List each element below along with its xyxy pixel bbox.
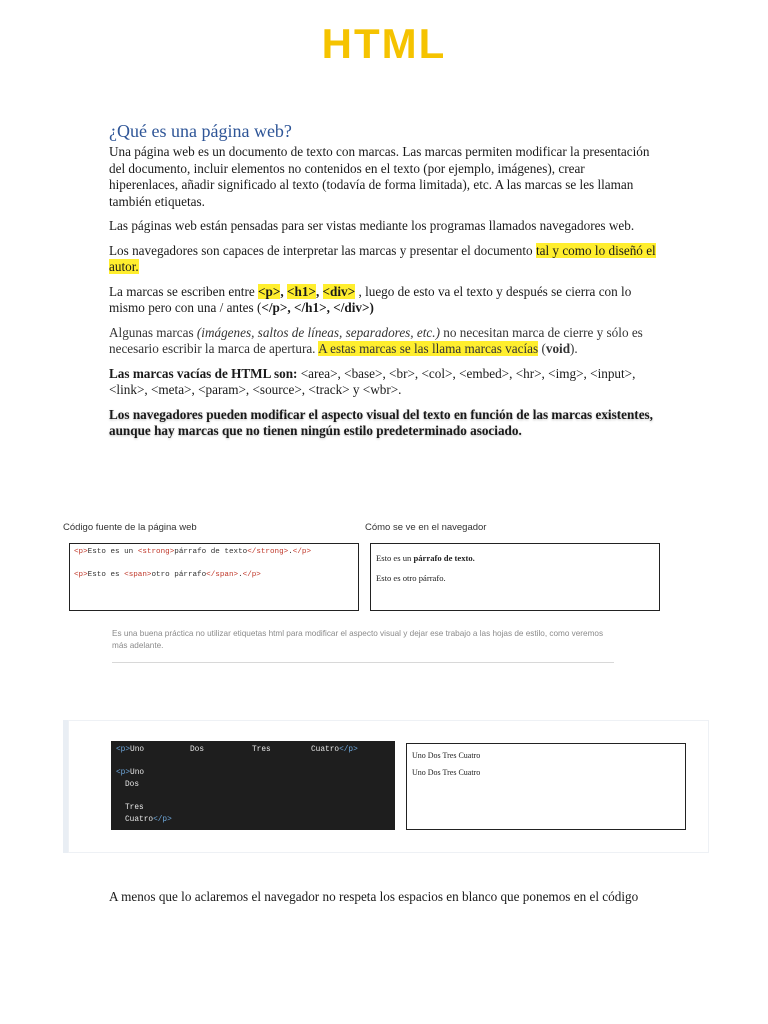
main-content bbox=[109, 120, 657, 448]
paragraph-browsers: Las páginas web están pensadas para ser vistas mediante los programas llamados navegadores web. bbox=[109, 218, 635, 233]
paragraph-void-list: Las marcas vacías de HTML son: <area>, <base>, <br>, <col>, <embed>, <hr>, <img>, <input>, <link>, <meta>, <param>, <source>, <track> y <wbr>. bbox=[109, 365, 636, 397]
render-line-1: Esto es un párrafo de texto. bbox=[376, 553, 475, 563]
section-heading: ¿Qué es una página web? bbox=[109, 121, 292, 141]
ws-code-word-dos: Dos bbox=[190, 746, 205, 754]
paragraph-interpret: Los navegadores son capaces de interpretar las marcas y presentar el documento tal y como lo diseñó el autor. bbox=[109, 242, 656, 274]
highlight-void: A estas marcas se las llama marcas vacías bbox=[318, 341, 539, 356]
closing-tags: </p>, </h1>, </div>) bbox=[261, 300, 374, 315]
highlight-author: tal y como lo diseñó el autor. bbox=[109, 242, 656, 274]
paragraph-tags: La marcas se escriben entre <p>, <h1>, <div> , luego de esto va el texto y después se cierra con lo mismo pero con una / antes (</p>, </h1>, </div>) bbox=[109, 283, 632, 315]
code-line-1: <p>Esto es un <strong>párrafo de texto</strong>.</p> bbox=[74, 548, 312, 556]
ws-render-line-1: Uno Dos Tres Cuatro bbox=[412, 751, 481, 760]
code-line-2: <p>Esto es <span>otro párrafo</span>.</p> bbox=[74, 571, 261, 579]
whitespace-code-box bbox=[111, 741, 395, 830]
ws-code-word-tres: Tres bbox=[252, 746, 271, 754]
tag-h1: <h1> bbox=[286, 283, 316, 299]
whitespace-footer-text: A menos que lo aclaremos el navegador no respeta los espacios en blanco que ponemos en el código bbox=[109, 889, 639, 904]
render-line-2: Esto es otro párrafo. bbox=[376, 573, 446, 583]
label-browser-view: Cómo se ve en el navegador bbox=[365, 522, 487, 533]
tag-p: <p> bbox=[258, 283, 281, 299]
source-code-box bbox=[69, 543, 359, 611]
paragraph-intro: Una página web es un documento de texto con marcas. Las marcas permiten modificar la presentación del documento, incluir elementos no contenidos en el texto (por ejemplo, imágenes), crear hiperenlaces, añadir significado al texto (todavía de forma limitada), etc. A las marcas se les llaman también etiquetas. bbox=[109, 144, 650, 209]
ws-render-line-2: Uno Dos Tres Cuatro bbox=[412, 768, 481, 777]
document-title: HTML bbox=[321, 20, 447, 67]
ws-code-word-cuatro: Cuatro</p> bbox=[311, 746, 358, 754]
browser-render-box bbox=[370, 543, 660, 611]
ws-code-line-3: Dos bbox=[125, 781, 140, 789]
tag-div: <div> bbox=[322, 283, 356, 299]
ws-code-line-5: Cuatro</p> bbox=[125, 816, 172, 824]
best-practice-note: Es una buena práctica no utilizar etiquetas html para modificar el aspecto visual y dejar ese trabajo a las hojas de estilo, como veremos más adelante. bbox=[112, 629, 604, 650]
ws-code-line-4: Tres bbox=[125, 804, 144, 812]
whitespace-render-box bbox=[406, 743, 686, 830]
label-source-code: Código fuente de la página web bbox=[63, 522, 197, 533]
ws-code-line-2: <p>Uno bbox=[116, 769, 145, 777]
ws-code-line-1: <p>Uno bbox=[116, 746, 145, 754]
divider bbox=[112, 662, 614, 663]
paragraph-styles: Los navegadores pueden modificar el aspecto visual del texto en función de las marcas existentes, aunque hay marcas que no tienen ningún estilo predeterminado asociado. bbox=[109, 406, 653, 438]
paragraph-void: Algunas marcas (imágenes, saltos de líneas, separadores, etc.) no necesitan marca de cierre y sólo es necesario escribir la marca de apertura. A estas marcas se las llama marcas vacías (void). bbox=[109, 324, 643, 356]
